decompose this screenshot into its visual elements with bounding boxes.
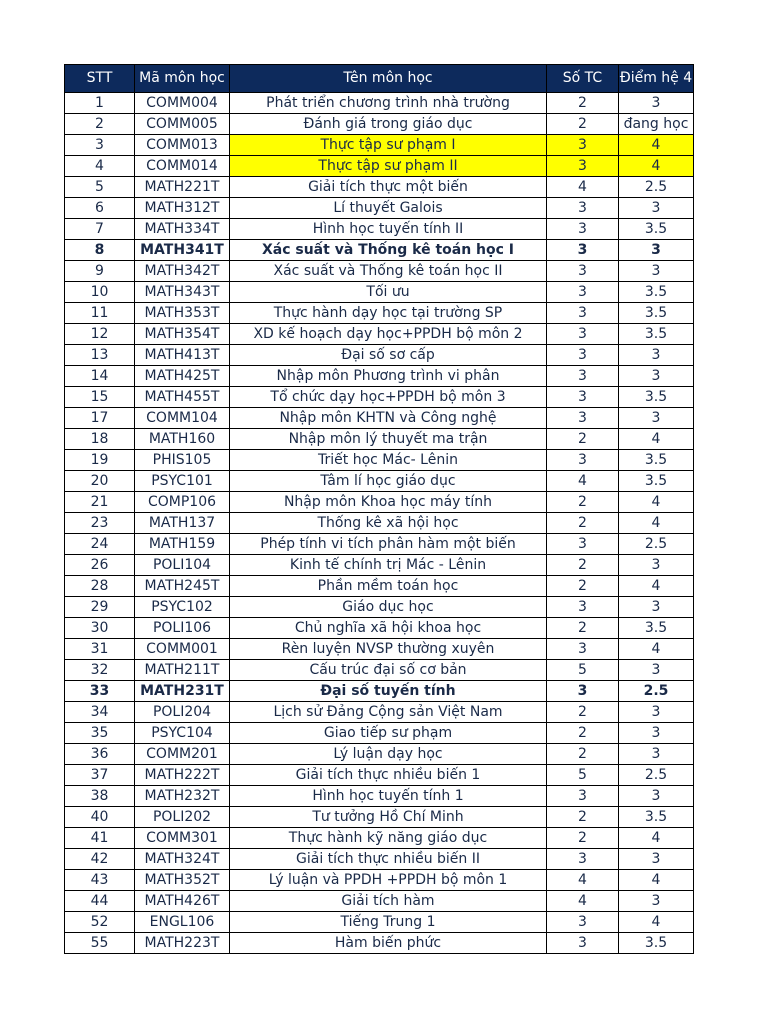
cell-course-code: COMM001	[135, 639, 230, 660]
table-row	[65, 450, 694, 471]
cell-course-code: MATH222T	[135, 765, 230, 786]
cell-grade: 3	[619, 198, 694, 219]
cell-credits: 4	[547, 891, 619, 912]
cell-course-name: Lí thuyết Galois	[230, 198, 547, 219]
table-row	[65, 870, 694, 891]
cell-course-code: POLI204	[135, 702, 230, 723]
cell-course-code: PSYC104	[135, 723, 230, 744]
cell-grade: 3.5	[619, 324, 694, 345]
table-row	[65, 702, 694, 723]
cell-stt: 15	[65, 387, 135, 408]
cell-grade: 3	[619, 240, 694, 261]
cell-stt: 43	[65, 870, 135, 891]
cell-course-code: MATH425T	[135, 366, 230, 387]
table-row	[65, 828, 694, 849]
cell-stt: 44	[65, 891, 135, 912]
cell-credits: 2	[547, 744, 619, 765]
cell-credits: 3	[547, 324, 619, 345]
cell-grade: 4	[619, 870, 694, 891]
cell-grade: 2.5	[619, 765, 694, 786]
cell-credits: 3	[547, 282, 619, 303]
cell-stt: 9	[65, 261, 135, 282]
cell-stt: 4	[65, 156, 135, 177]
cell-stt: 40	[65, 807, 135, 828]
cell-credits: 2	[547, 576, 619, 597]
cell-course-code: MATH353T	[135, 303, 230, 324]
cell-course-code: MATH455T	[135, 387, 230, 408]
table-row	[65, 849, 694, 870]
cell-course-code: PSYC101	[135, 471, 230, 492]
cell-grade: 3.5	[619, 807, 694, 828]
cell-grade: 4	[619, 639, 694, 660]
cell-course-code: MATH160	[135, 429, 230, 450]
table-row	[65, 597, 694, 618]
cell-grade: 3.5	[619, 303, 694, 324]
table-row	[65, 807, 694, 828]
cell-stt: 31	[65, 639, 135, 660]
table-row	[65, 786, 694, 807]
cell-course-name: Lý luận dạy học	[230, 744, 547, 765]
cell-grade: 3	[619, 408, 694, 429]
table-row	[65, 198, 694, 219]
cell-stt: 42	[65, 849, 135, 870]
cell-course-code: MATH334T	[135, 219, 230, 240]
table-row	[65, 912, 694, 933]
cell-credits: 3	[547, 681, 619, 702]
cell-course-name: Rèn luyện NVSP thường xuyên	[230, 639, 547, 660]
cell-credits: 3	[547, 387, 619, 408]
header-grade: Điểm hệ 4	[619, 65, 694, 93]
cell-grade: 4	[619, 912, 694, 933]
cell-credits: 3	[547, 198, 619, 219]
cell-course-code: ENGL106	[135, 912, 230, 933]
cell-grade: 3	[619, 93, 694, 114]
table-row	[65, 723, 694, 744]
table-row	[65, 219, 694, 240]
cell-grade: 3	[619, 723, 694, 744]
cell-grade: 3	[619, 744, 694, 765]
cell-stt: 34	[65, 702, 135, 723]
cell-course-code: MATH312T	[135, 198, 230, 219]
cell-credits: 3	[547, 849, 619, 870]
cell-course-code: COMM104	[135, 408, 230, 429]
cell-course-name: Giao tiếp sư phạm	[230, 723, 547, 744]
table-row	[65, 324, 694, 345]
cell-credits: 3	[547, 786, 619, 807]
cell-course-name: Thống kê xã hội học	[230, 513, 547, 534]
table-row	[65, 555, 694, 576]
cell-stt: 30	[65, 618, 135, 639]
cell-course-name: Tư tưởng Hồ Chí Minh	[230, 807, 547, 828]
table-row	[65, 471, 694, 492]
cell-stt: 13	[65, 345, 135, 366]
cell-credits: 4	[547, 870, 619, 891]
cell-stt: 8	[65, 240, 135, 261]
cell-credits: 2	[547, 492, 619, 513]
cell-credits: 2	[547, 513, 619, 534]
cell-course-code: COMM014	[135, 156, 230, 177]
table-row	[65, 156, 694, 177]
cell-credits: 3	[547, 345, 619, 366]
cell-credits: 2	[547, 828, 619, 849]
cell-course-name: Lịch sử Đảng Cộng sản Việt Nam	[230, 702, 547, 723]
cell-course-name: Xác suất và Thống kê toán học II	[230, 261, 547, 282]
cell-course-code: MATH137	[135, 513, 230, 534]
cell-course-name: Thực tập sư phạm I	[230, 135, 547, 156]
cell-stt: 1	[65, 93, 135, 114]
cell-course-code: MATH223T	[135, 933, 230, 954]
cell-credits: 2	[547, 702, 619, 723]
cell-course-code: MATH324T	[135, 849, 230, 870]
cell-credits: 3	[547, 261, 619, 282]
cell-grade: 2.5	[619, 177, 694, 198]
cell-course-code: COMM005	[135, 114, 230, 135]
cell-course-name: Hình học tuyến tính II	[230, 219, 547, 240]
table-row	[65, 240, 694, 261]
cell-credits: 4	[547, 471, 619, 492]
cell-course-code: COMM013	[135, 135, 230, 156]
cell-grade: 3	[619, 786, 694, 807]
cell-stt: 19	[65, 450, 135, 471]
cell-stt: 7	[65, 219, 135, 240]
cell-course-name: Đại số tuyến tính	[230, 681, 547, 702]
cell-credits: 3	[547, 639, 619, 660]
cell-course-code: PHIS105	[135, 450, 230, 471]
cell-grade: 3	[619, 702, 694, 723]
cell-credits: 3	[547, 135, 619, 156]
cell-course-name: Nhập môn Khoa học máy tính	[230, 492, 547, 513]
cell-credits: 3	[547, 534, 619, 555]
table-row	[65, 345, 694, 366]
cell-credits: 2	[547, 93, 619, 114]
cell-course-code: POLI202	[135, 807, 230, 828]
cell-course-code: MATH341T	[135, 240, 230, 261]
cell-stt: 3	[65, 135, 135, 156]
cell-course-name: Đại số sơ cấp	[230, 345, 547, 366]
cell-grade: 3	[619, 366, 694, 387]
table-row	[65, 93, 694, 114]
cell-credits: 3	[547, 408, 619, 429]
cell-stt: 32	[65, 660, 135, 681]
cell-credits: 3	[547, 240, 619, 261]
table-row	[65, 366, 694, 387]
header-course-name: Tên môn học	[230, 65, 547, 93]
cell-course-code: MATH232T	[135, 786, 230, 807]
cell-credits: 2	[547, 429, 619, 450]
header-row	[65, 65, 694, 93]
cell-grade: 4	[619, 135, 694, 156]
cell-grade: 4	[619, 576, 694, 597]
cell-course-name: Hình học tuyến tính 1	[230, 786, 547, 807]
cell-grade: 4	[619, 429, 694, 450]
cell-credits: 4	[547, 177, 619, 198]
cell-stt: 55	[65, 933, 135, 954]
cell-course-code: POLI104	[135, 555, 230, 576]
cell-stt: 17	[65, 408, 135, 429]
cell-course-name: Phát triển chương trình nhà trường	[230, 93, 547, 114]
table-row	[65, 660, 694, 681]
cell-grade: 3.5	[619, 282, 694, 303]
grades-table	[64, 64, 694, 954]
table-row	[65, 387, 694, 408]
cell-stt: 18	[65, 429, 135, 450]
cell-credits: 3	[547, 597, 619, 618]
cell-course-code: MATH352T	[135, 870, 230, 891]
cell-course-name: Nhập môn lý thuyết ma trận	[230, 429, 547, 450]
cell-course-name: XD kế hoạch dạy học+PPDH bộ môn 2	[230, 324, 547, 345]
table-row	[65, 492, 694, 513]
cell-stt: 14	[65, 366, 135, 387]
cell-course-code: MATH159	[135, 534, 230, 555]
cell-course-name: Thực hành dạy học tại trường SP	[230, 303, 547, 324]
cell-grade: 4	[619, 828, 694, 849]
cell-stt: 24	[65, 534, 135, 555]
cell-stt: 38	[65, 786, 135, 807]
cell-course-name: Thực tập sư phạm II	[230, 156, 547, 177]
table-row	[65, 114, 694, 135]
table-row	[65, 513, 694, 534]
cell-course-code: POLI106	[135, 618, 230, 639]
cell-course-name: Hàm biến phức	[230, 933, 547, 954]
cell-grade: 3.5	[619, 387, 694, 408]
cell-grade: 3.5	[619, 618, 694, 639]
cell-credits: 5	[547, 660, 619, 681]
cell-grade: 3	[619, 345, 694, 366]
cell-grade: 3.5	[619, 933, 694, 954]
cell-course-name: Giải tích thực nhiều biến II	[230, 849, 547, 870]
table-row	[65, 681, 694, 702]
cell-grade: 3.5	[619, 219, 694, 240]
cell-stt: 20	[65, 471, 135, 492]
table-header	[65, 65, 694, 93]
cell-course-name: Cấu trúc đại số cơ bản	[230, 660, 547, 681]
cell-credits: 3	[547, 912, 619, 933]
table-body	[65, 93, 694, 954]
cell-stt: 29	[65, 597, 135, 618]
cell-stt: 28	[65, 576, 135, 597]
cell-credits: 3	[547, 366, 619, 387]
table-row	[65, 261, 694, 282]
cell-course-code: MATH343T	[135, 282, 230, 303]
cell-stt: 41	[65, 828, 135, 849]
cell-course-name: Triết học Mác- Lênin	[230, 450, 547, 471]
cell-credits: 3	[547, 303, 619, 324]
cell-stt: 10	[65, 282, 135, 303]
cell-grade: 2.5	[619, 681, 694, 702]
cell-stt: 37	[65, 765, 135, 786]
cell-course-name: Nhập môn Phương trình vi phân	[230, 366, 547, 387]
cell-course-name: Nhập môn KHTN và Công nghệ	[230, 408, 547, 429]
table-row	[65, 618, 694, 639]
cell-course-name: Tâm lí học giáo dục	[230, 471, 547, 492]
cell-course-code: MATH221T	[135, 177, 230, 198]
table-row	[65, 135, 694, 156]
table-row	[65, 429, 694, 450]
cell-stt: 5	[65, 177, 135, 198]
cell-course-name: Tiếng Trung 1	[230, 912, 547, 933]
cell-course-name: Xác suất và Thống kê toán học I	[230, 240, 547, 261]
cell-stt: 11	[65, 303, 135, 324]
cell-course-name: Kinh tế chính trị Mác - Lênin	[230, 555, 547, 576]
cell-grade: 4	[619, 492, 694, 513]
cell-course-name: Lý luận và PPDH +PPDH bộ môn 1	[230, 870, 547, 891]
table-row	[65, 933, 694, 954]
cell-credits: 3	[547, 156, 619, 177]
table-row	[65, 408, 694, 429]
header-stt: STT	[65, 65, 135, 93]
cell-course-name: Giáo dục học	[230, 597, 547, 618]
cell-stt: 36	[65, 744, 135, 765]
cell-credits: 2	[547, 807, 619, 828]
cell-course-code: MATH245T	[135, 576, 230, 597]
table-row	[65, 891, 694, 912]
cell-course-code: COMM201	[135, 744, 230, 765]
table-row	[65, 534, 694, 555]
cell-stt: 35	[65, 723, 135, 744]
cell-credits: 5	[547, 765, 619, 786]
cell-grade: 4	[619, 156, 694, 177]
table-row	[65, 177, 694, 198]
cell-course-code: MATH354T	[135, 324, 230, 345]
cell-stt: 26	[65, 555, 135, 576]
cell-stt: 6	[65, 198, 135, 219]
cell-stt: 33	[65, 681, 135, 702]
cell-grade: 3.5	[619, 450, 694, 471]
cell-credits: 2	[547, 618, 619, 639]
table-row	[65, 765, 694, 786]
cell-course-name: Tổ chức dạy học+PPDH bộ môn 3	[230, 387, 547, 408]
cell-credits: 3	[547, 450, 619, 471]
table-row	[65, 639, 694, 660]
cell-course-name: Tối ưu	[230, 282, 547, 303]
header-course-code: Mã môn học	[135, 65, 230, 93]
cell-course-name: Giải tích thực nhiều biến 1	[230, 765, 547, 786]
cell-stt: 2	[65, 114, 135, 135]
cell-course-code: PSYC102	[135, 597, 230, 618]
table-row	[65, 744, 694, 765]
cell-course-code: COMM301	[135, 828, 230, 849]
cell-grade: 3	[619, 555, 694, 576]
cell-course-code: COMP106	[135, 492, 230, 513]
cell-grade: 3	[619, 849, 694, 870]
cell-course-name: Thực hành kỹ năng giáo dục	[230, 828, 547, 849]
table-row	[65, 576, 694, 597]
cell-grade: 2.5	[619, 534, 694, 555]
cell-stt: 52	[65, 912, 135, 933]
cell-grade: 3	[619, 891, 694, 912]
cell-grade: 3	[619, 597, 694, 618]
cell-course-name: Đánh giá trong giáo dục	[230, 114, 547, 135]
cell-course-name: Giải tích hàm	[230, 891, 547, 912]
cell-course-code: MATH413T	[135, 345, 230, 366]
table-row	[65, 282, 694, 303]
cell-course-code: MATH231T	[135, 681, 230, 702]
cell-grade: đang học	[619, 114, 694, 135]
cell-course-code: MATH342T	[135, 261, 230, 282]
cell-stt: 23	[65, 513, 135, 534]
cell-course-code: MATH426T	[135, 891, 230, 912]
cell-grade: 3.5	[619, 471, 694, 492]
cell-course-name: Chủ nghĩa xã hội khoa học	[230, 618, 547, 639]
cell-credits: 3	[547, 219, 619, 240]
cell-credits: 2	[547, 114, 619, 135]
cell-stt: 21	[65, 492, 135, 513]
cell-credits: 2	[547, 555, 619, 576]
header-credits: Số TC	[547, 65, 619, 93]
cell-course-code: MATH211T	[135, 660, 230, 681]
cell-credits: 3	[547, 933, 619, 954]
cell-grade: 4	[619, 513, 694, 534]
cell-stt: 12	[65, 324, 135, 345]
cell-course-name: Phần mềm toán học	[230, 576, 547, 597]
cell-credits: 2	[547, 723, 619, 744]
cell-course-code: COMM004	[135, 93, 230, 114]
cell-grade: 3	[619, 261, 694, 282]
cell-course-name: Phép tính vi tích phân hàm một biến	[230, 534, 547, 555]
table-row	[65, 303, 694, 324]
cell-course-name: Giải tích thực một biến	[230, 177, 547, 198]
cell-grade: 3	[619, 660, 694, 681]
